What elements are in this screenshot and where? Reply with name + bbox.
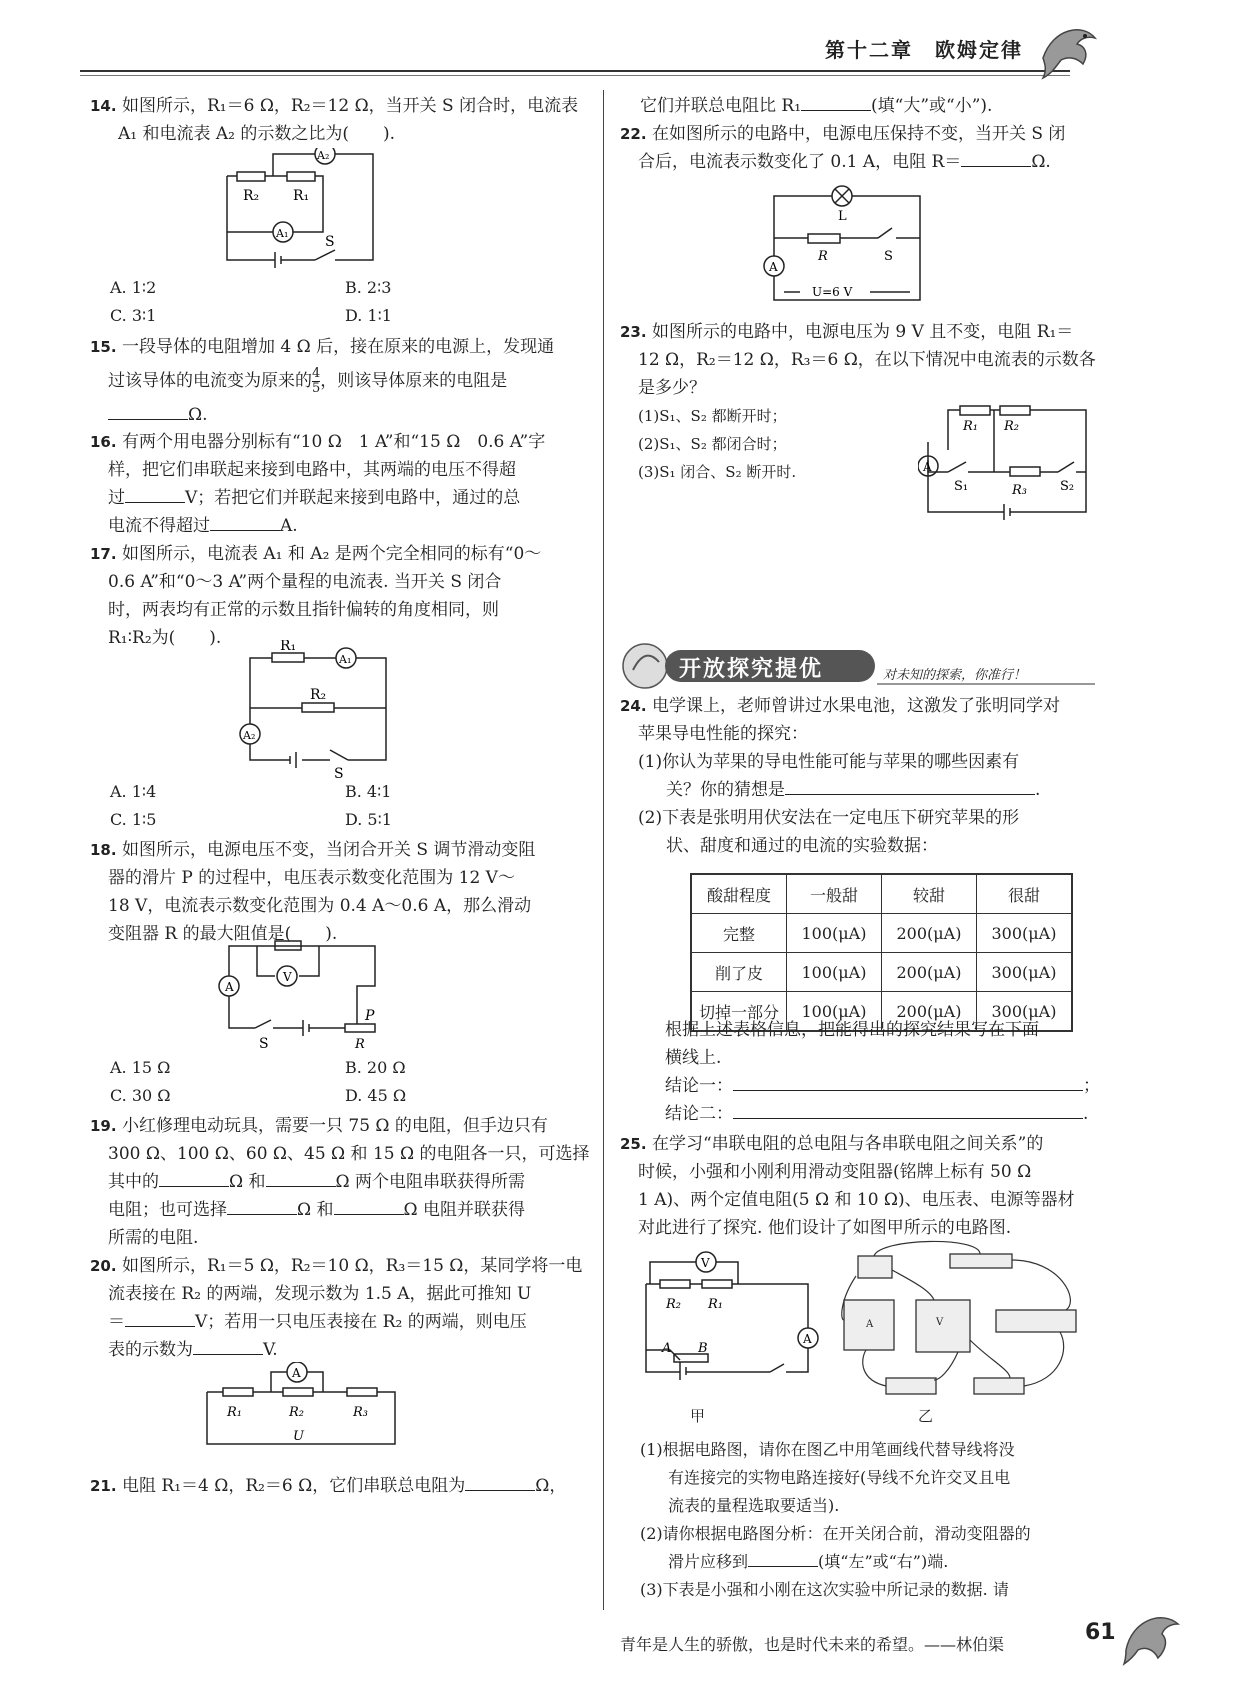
label-a: A [225,980,234,994]
question-text: 对此进行了探究. 他们设计了如图甲所示的电路图. [638,1218,1012,1238]
question-text: 如图所示，电源电压不变，当闭合开关 S 调节滑动变阻 [121,840,536,860]
answer-blank[interactable] [125,1308,195,1327]
question-text: (填“大”或“小”). [871,96,993,116]
question-text: 有两个用电器分别标有“10 Ω 1 A”和“15 Ω 0.6 A”字 [121,432,546,452]
answer-blank[interactable] [227,1196,297,1215]
question-number: 15. [90,338,117,356]
question-text: 器的滑片 P 的过程中，电压表示数变化范围为 12 V～ [108,868,515,888]
question-14 [90,92,590,148]
label-r2: R₂ [1004,419,1019,434]
option-d[interactable]: D. 45 Ω [345,1086,407,1105]
question-text: V；若把它们并联起来接到电路中，通过的总 [185,488,521,508]
question-text: 电阻；也可选择 [108,1200,227,1220]
question-text: 12 Ω，R₂＝12 Ω，R₃＝6 Ω，在以下情况中电流表的示数各 [638,350,1096,370]
question-number: 20. [90,1257,117,1275]
table-cell: 300(μA) [977,953,1073,992]
banner-subtitle: 对未知的探索，你准行！ [883,668,1027,683]
option-a[interactable]: A. 1∶4 [110,782,157,801]
circuit-figure-18 [215,936,395,1056]
question-text: 18 V，电流表示数变化范围为 0.4 A～0.6 A，那么滑动 [108,896,532,916]
sub-question: (2)请你根据电路图分析：在开关闭合前，滑动变阻器的 [640,1524,1031,1543]
option-d[interactable]: D. 1∶1 [345,306,392,325]
question-text: Ω 和 [297,1200,334,1220]
question-text: 过该导体的电流变为原来的 [108,371,312,391]
question-21 [90,1472,610,1500]
label-r1: R₁ [293,188,310,204]
figure-label-jia: 甲 [690,1407,706,1425]
question-number: 16. [90,433,117,451]
sub-question: (1)S₁、S₂ 都断开时； [638,407,787,425]
question-text: ＝ [108,1312,125,1332]
table-cell: 100(μA) [787,992,882,1032]
question-text: Ω. [188,405,208,425]
answer-blank[interactable] [961,148,1031,167]
label-s2: S₂ [1060,479,1075,494]
meter-label-v: V [936,1317,944,1328]
question-text: 所需的电阻. [108,1228,199,1248]
label-a: A [803,1332,812,1346]
answer-blank[interactable] [334,1196,404,1215]
question-text: V. [263,1340,278,1360]
circuit-figure-25-jia [640,1250,820,1380]
section-banner [615,640,1135,692]
answer-blank[interactable] [733,1100,1083,1119]
answer-blank[interactable] [210,512,280,531]
label-a1: A₁ [276,227,289,240]
table-cell: 200(μA) [882,914,977,953]
circuit-figure-20 [205,1362,405,1454]
question-text: 时，两表均有正常的示数且指针偏转的角度相同，则 [108,600,499,620]
question-20 [90,1252,590,1364]
label-r2: R₂ [289,1405,304,1420]
answer-blank[interactable] [801,92,871,111]
question-text: 一段导体的电阻增加 4 Ω 后，接在原来的电源上，发现通 [121,337,555,357]
option-b[interactable]: B. 20 Ω [345,1058,406,1077]
sub-question: (3)下表是小强和小刚在这次实验中所记录的数据. 请 [640,1580,1009,1599]
question-text: Ω. [1031,152,1051,172]
label-a1: A₁ [339,653,352,666]
question-text: A. [280,516,298,536]
question-number: 18. [90,841,117,859]
question-number: 22. [620,125,647,143]
table-header-row [691,874,1072,914]
answer-blank[interactable] [159,1168,229,1187]
sub-question: (1)你认为苹果的导电性能可能与苹果的哪些因素有 [638,752,1020,772]
label-r2: R₂ [243,188,260,204]
sub-question: (2)下表是张明用伏安法在一定电压下研究苹果的形 [638,808,1020,828]
question-number: 19. [90,1117,117,1135]
conclusion-label: 结论一： [665,1076,733,1096]
question-text: Ω 两个电阻串联获得所需 [335,1172,525,1192]
question-text: Ω， [535,1476,567,1496]
label-a: A [923,460,932,474]
question-text: 电流不得超过 [108,516,210,536]
table-header-cell: 较甜 [882,874,977,914]
table-cell: 切掉一部分 [691,992,787,1032]
option-a[interactable]: A. 15 Ω [110,1058,171,1077]
table-cell: 完整 [691,914,787,953]
question-16 [90,428,590,540]
sub-question: (1)根据电路图，请你在图乙中用笔画线代替导线将没 [640,1440,1015,1459]
label-r3: R₃ [353,1405,368,1420]
sub-question: 滑片应移到 [668,1552,749,1571]
answer-blank[interactable] [465,1472,535,1491]
circuit-figure-17 [232,640,402,780]
label-v: V [283,970,292,984]
table-header-cell: 很甜 [977,874,1073,914]
meter-label-a: A [866,1319,874,1330]
answer-blank[interactable] [785,776,1035,795]
question-number: 23. [620,323,647,341]
sub-question: 有连接完的实物电路连接好(导线不允许交叉且电 [668,1468,1011,1487]
figure-label-yi: 乙 [918,1407,934,1425]
label-r1: R₁ [963,419,978,434]
sub-question: (填“左”或“右”)端. [818,1552,949,1571]
question-text: 其中的 [108,1172,159,1192]
question-25 [620,1130,1110,1242]
table-cell: 100(μA) [787,953,882,992]
label-a2: A₂ [317,149,330,162]
question-text: 是多少？ [638,378,706,398]
question-text: 300 Ω、100 Ω、60 Ω、45 Ω 和 15 Ω 的电阻各一只，可选择 [108,1144,590,1164]
question-number: 17. [90,545,117,563]
question-text: 电阻 R₁＝4 Ω，R₂＝6 Ω，它们串联总电阻为 [121,1476,466,1496]
question-24: 24. 电学课上，老师曾讲过水果电池，这激发了张明同学对 苹果导电性能的探究： (1)你认为苹果的导电性能可能与苹果的哪些因素有 关？你的猜想是 . (2)下表是张明用伏安法在一定电压下研究苹果的形 状、甜度和通过的电流的实验数据： [620,696,1060,856]
question-text: 时候，小强和小刚利用滑动变阻器(铭牌上标有 50 Ω [638,1162,1032,1182]
circuit-figure-22 [760,182,940,312]
option-a[interactable]: A. 1∶2 [110,278,157,297]
question-text: 根据上述表格信息，把能得出的探究结果写在下面 [665,1020,1039,1040]
data-table [690,873,1073,1032]
answer-blank[interactable] [125,484,185,503]
question-text: 如图所示，电流表 A₁ 和 A₂ 是两个完全相同的标有“0～ [121,544,542,564]
question-text: Ω 电阻并联获得 [403,1200,525,1220]
question-text: 在如图所示的电路中，电源电压保持不变，当开关 S 闭 [651,124,1066,144]
label-v: V [701,1256,710,1270]
label-r2: R₂ [310,687,327,703]
question-text: ，则该导体原来的电阻是 [320,371,508,391]
label-p: P [365,1008,375,1024]
label-s: S [334,766,344,780]
table-cell: 200(μA) [882,953,977,992]
option-d[interactable]: D. 5∶1 [345,810,392,829]
sub-question: (3)S₁ 闭合、S₂ 断开时. [638,463,797,481]
question-18 [90,836,590,948]
question-25-parts [640,1436,1110,1604]
banner-title: 开放探究提优 [679,657,824,682]
answer-blank[interactable] [733,1072,1083,1091]
circuit-figure-14 [225,148,395,268]
table-cell: 300(μA) [977,914,1073,953]
answer-blank[interactable] [748,1548,818,1567]
answer-blank[interactable] [108,401,188,420]
question-text: 如图所示，R₁＝5 Ω，R₂＝10 Ω，R₃＝15 Ω，某同学将一电 [121,1256,583,1276]
table-cell: 100(μA) [787,914,882,953]
label-r3: R₃ [1012,483,1027,498]
label-r1: R₁ [708,1297,723,1312]
answer-blank[interactable] [193,1336,263,1355]
label-a: A [769,260,778,274]
answer-blank[interactable] [266,1168,336,1187]
option-c[interactable]: C. 1∶5 [110,810,157,829]
label-terminal-b: B [698,1341,708,1356]
question-text: 样，把它们串联起来接到电路中，其两端的电压不得超 [108,460,516,480]
question-number: 25. [620,1135,647,1153]
header-rule-thin [80,75,1070,76]
option-b[interactable]: B. 2∶3 [345,278,392,297]
column-divider [603,90,604,1610]
question-15 [90,330,590,432]
question-21-continued [640,92,1120,120]
label-r: R [818,249,828,264]
table-cell: 300(μA) [977,992,1073,1032]
physical-circuit-figure-25-yi [830,1240,1090,1400]
label-a: A [292,1366,301,1380]
question-19 [90,1112,590,1252]
question-text: 如图所示，R₁＝6 Ω，R₂＝12 Ω，当开关 S 闭合时，电流表 [121,96,579,116]
question-text: V；若用一只电压表接在 R₂ 的两端，则电压 [195,1312,527,1332]
question-number: 14. [90,97,117,115]
table-row [691,914,1072,953]
label-a2: A₂ [243,729,256,742]
question-text: 苹果导电性能的探究： [638,724,808,744]
question-text: A₁ 和电流表 A₂ 的示数之比为( ). [118,124,396,144]
label-r1: R₁ [227,1405,242,1420]
question-text: 它们并联总电阻比 R₁ [640,96,802,116]
question-text: 在学习“串联电阻的总电阻与各串联电阻之间关系”的 [651,1134,1044,1154]
option-b[interactable]: B. 4∶1 [345,782,392,801]
fraction-numerator: 4 [312,366,321,381]
question-text: 变阻器 R 的最大阻值是( ). [108,924,338,944]
question-number: 21. [90,1477,117,1495]
chapter-title: 第十二章 欧姆定律 [825,38,1023,62]
sub-question: (2)S₁、S₂ 都闭合时； [638,435,787,453]
question-text: 过 [108,488,125,508]
table-header-cell: 一般甜 [787,874,882,914]
label-r1: R₁ [280,640,297,654]
question-number: 24. [620,697,647,715]
page-number: 61 [1085,1620,1116,1645]
label-r: R [355,1037,365,1052]
label-u: U [293,1429,304,1444]
question-24-conclusion: 根据上述表格信息，把能得出的探究结果写在下面 横线上. 结论一： ； 结论二： . [665,1020,1100,1124]
question-text: 表的示数为 [108,1340,193,1360]
label-u: U=6 V [812,285,853,299]
circuit-figure-23 [918,400,1098,530]
question-22 [620,120,1110,176]
label-s: S [884,249,893,264]
dolphin-footer-icon [1118,1600,1188,1670]
question-text: 流表接在 R₂ 的两端，发现示数为 1.5 A，据此可推知 U [108,1284,532,1304]
conclusion-label: 结论二： [665,1104,733,1124]
question-text: Ω 和 [229,1172,266,1192]
label-s: S [325,234,335,250]
label-s1: S₁ [954,479,969,494]
question-text: 如图所示的电路中，电源电压为 9 V 且不变，电阻 R₁＝ [651,322,1074,342]
footer-quote: 青年是人生的骄傲，也是时代未来的希望。——林伯渠 [620,1635,1005,1654]
question-text: R₁∶R₂为( ). [108,628,222,648]
dolphin-logo-icon [1033,18,1103,80]
table-header-cell: 酸甜程度 [691,874,787,914]
header-rule [80,70,1070,72]
question-text: 合后，电流表示数变化了 0.1 A，电阻 R＝ [638,152,962,172]
question-text: 电学课上，老师曾讲过水果电池，这激发了张明同学对 [651,696,1060,716]
question-text: 横线上. [665,1048,722,1068]
table-cell: 削了皮 [691,953,787,992]
question-text: 1 A)、两个定值电阻(5 Ω 和 10 Ω)、电压表、电源等器材 [638,1190,1075,1210]
table-cell: 200(μA) [882,992,977,1032]
question-text: 0.6 A”和“0～3 A”两个量程的电流表. 当开关 S 闭合 [108,572,502,592]
label-s: S [259,1036,269,1052]
sub-question: 状、甜度和通过的电流的实验数据： [666,836,938,856]
sub-question: 流表的量程选取要适当). [668,1496,840,1515]
label-l: L [838,209,847,224]
question-text: 小红修理电动玩具，需要一只 75 Ω 的电阻，但手边只有 [121,1116,548,1136]
option-c[interactable]: C. 30 Ω [110,1086,171,1105]
fraction-denominator: 5 [312,381,321,396]
table-row [691,953,1072,992]
label-terminal-a: A [662,1341,672,1356]
question-17 [90,540,590,652]
sub-question: 关？你的猜想是 [666,780,785,800]
option-c[interactable]: C. 3∶1 [110,306,157,325]
label-r2: R₂ [666,1297,681,1312]
